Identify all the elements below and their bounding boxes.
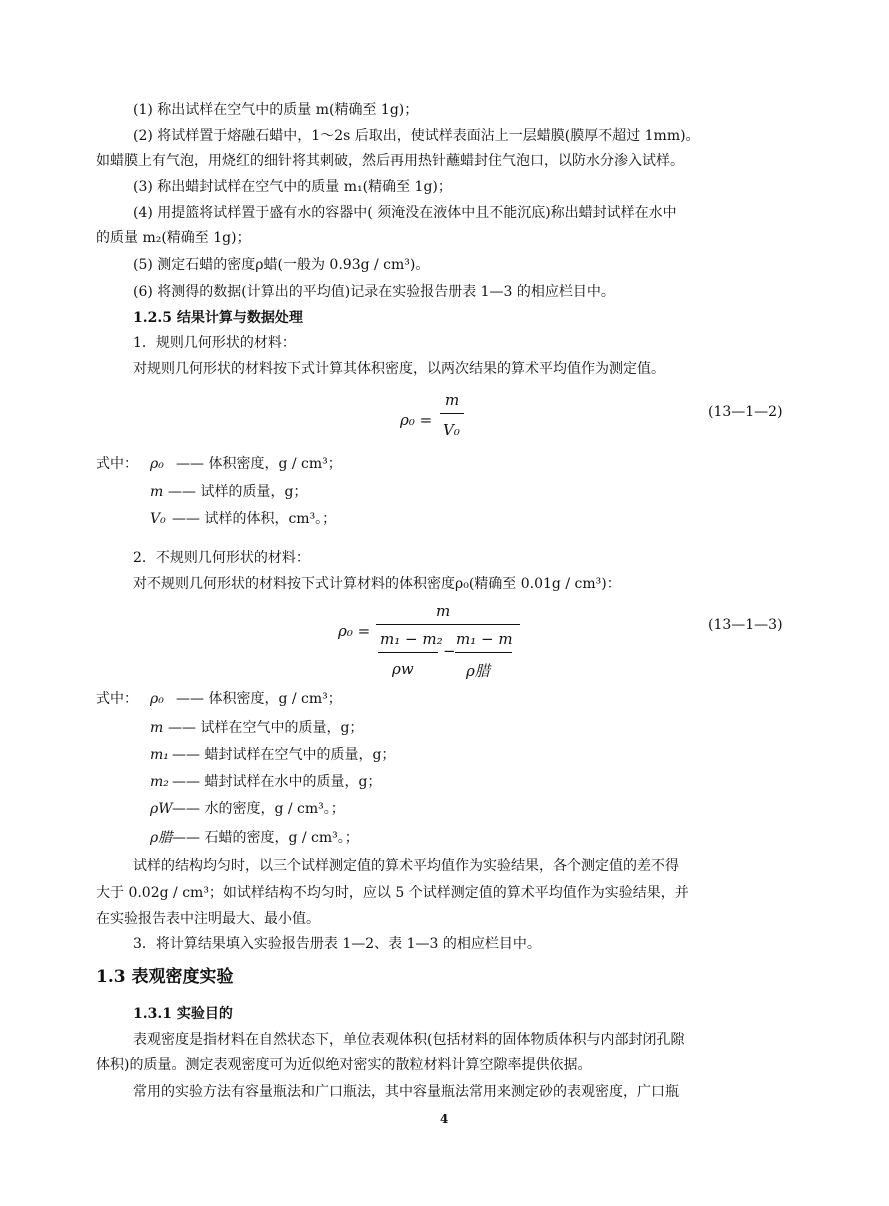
def-text: —— 石蜡的密度，g / cm³。； xyxy=(172,830,359,846)
regular-shape-description: 对规则几何形状的材料按下式计算其体积密度，以两次结果的算术平均值作为测定值。 xyxy=(133,361,665,377)
def-symbol: m₁ xyxy=(150,747,169,763)
result-paragraph-line-4: 3．将计算结果填入实验报告册表 1—2、表 1—3 的相应栏目中。 xyxy=(133,936,541,952)
step-5: (5) 测定石蜡的密度ρ蜡(一般为 0.93g / cm³)。 xyxy=(133,257,430,273)
def-symbol: ρ₀ xyxy=(150,456,164,472)
term-2-numerator: m₁ − m xyxy=(456,630,513,648)
result-paragraph-line-3: 在实验报告表中注明最大、最小值。 xyxy=(96,911,320,927)
where-label: 式中： xyxy=(96,456,138,472)
def-text: —— 试样的体积，cm³。； xyxy=(172,511,337,527)
step-4-line-2: 的质量 m₂(精确至 1g)； xyxy=(96,230,251,246)
fraction-bar xyxy=(440,413,464,414)
formula-denominator: V₀ xyxy=(443,421,460,439)
def-symbol: m xyxy=(150,484,164,500)
def-symbol: ρ腊 xyxy=(150,830,173,846)
step-4-line-1: (4) 用提篮将试样置于盛有水的容器中( 须淹没在液体中且不能沉底)称出蜡封试样在水中 xyxy=(133,205,677,221)
step-2-line-2: 如蜡膜上有气泡，用烧红的细针将其刺破，然后再用热针蘸蜡封住气泡口，以防水分渗入试样。 xyxy=(96,153,684,169)
irregular-shape-description: 对不规则几何形状的材料按下式计算材料的体积密度ρ₀(精确至 0.01g / cm³)： xyxy=(133,576,621,592)
formula-minus: − xyxy=(443,642,456,660)
result-paragraph-line-1: 试样的结构均匀时，以三个试样测定值的算术平均值作为实验结果，各个测定值的差不得 xyxy=(133,858,679,874)
step-1: (1) 称出试样在空气中的质量 m(精确至 1g)； xyxy=(133,102,419,118)
formula-lhs: ρ₀ = xyxy=(338,622,371,640)
term-2-denominator: ρ腊 xyxy=(466,662,490,680)
def-text: —— 试样在空气中的质量，g； xyxy=(168,720,364,736)
purpose-line-1: 表观密度是指材料在自然状态下，单位表观体积(包括材料的固体物质体积与内部封闭孔隙 xyxy=(133,1032,685,1048)
section-1-2-5-heading: 1.2.5 结果计算与数据处理 xyxy=(133,310,303,326)
formula-numerator: m xyxy=(436,602,451,620)
result-paragraph-line-2: 大于 0.02g / cm³；如试样结构不均匀时，应以 5 个试样测定值的算术平均值作为实验结果，并 xyxy=(96,885,689,901)
step-6: (6) 将测得的数据(计算出的平均值)记录在实验报告册表 1—3 的相应栏目中。 xyxy=(133,284,615,300)
def-text: —— 水的密度，g / cm³。； xyxy=(172,801,345,817)
term-1-denominator: ρw xyxy=(392,660,414,678)
def-symbol: m₂ xyxy=(150,774,169,790)
section-1-3-1-heading: 1.3.1 实验目的 xyxy=(133,1006,233,1022)
regular-shape-title: 1．规则几何形状的材料： xyxy=(133,335,296,351)
def-text: —— 试样的质量，g； xyxy=(168,484,308,500)
purpose-line-2: 体积)的质量。测定表观密度可为近似绝对密实的散粒材料计算空隙率提供依据。 xyxy=(96,1057,592,1073)
def-text: —— 蜡封试样在水中的质量，g； xyxy=(172,774,382,790)
def-symbol: V₀ xyxy=(150,511,166,527)
main-fraction-bar xyxy=(376,624,520,625)
formula-lhs: ρ₀ = xyxy=(400,411,433,429)
irregular-shape-title: 2．不规则几何形状的材料： xyxy=(133,550,310,566)
formula-numerator: m xyxy=(445,391,460,409)
def-text: —— 体积密度，g / cm³； xyxy=(176,456,342,472)
def-symbol: m xyxy=(150,720,164,736)
where-label: 式中： xyxy=(96,691,138,707)
term-1-bar xyxy=(378,652,438,653)
term-1-numerator: m₁ − m₂ xyxy=(380,630,443,648)
section-1-3-heading: 1.3 表观密度实验 xyxy=(96,967,234,987)
equation-number: (13—1—3) xyxy=(708,617,783,633)
def-symbol: ρW xyxy=(150,801,173,817)
def-text: —— 体积密度，g / cm³； xyxy=(176,691,342,707)
step-2-line-1: (2) 将试样置于熔融石蜡中，1～2s 后取出，使试样表面沾上一层蜡膜(膜厚不超过 1mm)。 xyxy=(133,128,700,144)
equation-number: (13—1—2) xyxy=(708,404,783,420)
purpose-line-3: 常用的实验方法有容量瓶法和广口瓶法，其中容量瓶法常用来测定砂的表观密度，广口瓶 xyxy=(133,1084,679,1100)
step-3: (3) 称出蜡封试样在空气中的质量 m₁(精确至 1g)； xyxy=(133,179,452,195)
def-text: —— 蜡封试样在空气中的质量，g； xyxy=(172,747,396,763)
def-symbol: ρ₀ xyxy=(150,691,164,707)
term-2-bar xyxy=(455,652,512,653)
page-number: 4 xyxy=(440,1112,449,1126)
